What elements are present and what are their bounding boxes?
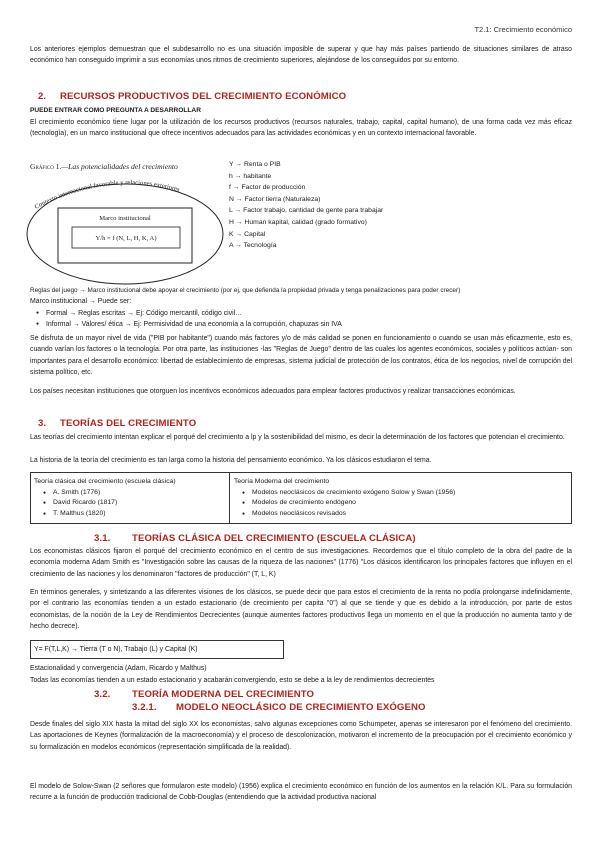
figure-caption: —Las potencialidades del crecimiento [61,162,178,171]
section-3-1-paragraph-4: Todas las economías tienden a un estado estacionario y acabarán convergiendo, esto se debe a la ley de rendimientos decrecientes [30,677,435,684]
figure-legend [229,159,383,252]
marco-list [30,308,572,331]
section-3-paragraph-1: Las teorías del crecimiento intentan explicar el porqué del crecimiento a lp y la sostenibilidad del mismo, es decir la determinación de los factores que potencian el crecimiento. [30,434,565,441]
section-3-2-1-heading [132,702,426,713]
section-3-2-title: TEORÍA MODERNA DEL CRECIMIENTO [132,689,315,700]
section-3-1-heading [94,533,416,544]
intro-paragraph: Los anteriores ejemplos demuestran que el subdesarrollo no es una situación imposible de superar y que hay más países partiendo de situaciones similares de atraso económico han conseguido imprimir a sus economías unos ritmos de crecimiento superiores, alejándose de los conseguidos por su entorno. [30,46,572,65]
figure-label: Gráfico 1. [30,162,62,171]
section-2-title: RECURSOS PRODUCTIVOS DEL CRECIMIENTO ECONÓMICO [60,91,347,102]
theories-table [30,472,572,524]
section-2-number: 2. [38,91,47,102]
legend-item: Y → Renta o PIB [229,161,281,168]
section-3-2-1-title: MODELO NEOCLÁSICO DE CRECIMIENTO EXÓGENO [176,702,426,713]
section-3-2-1-paragraph-1: Desde finales del siglo XIX hasta la mitad del siglo XX los economistas, salvo algunas excepciones como Schumpeter, apenas se interesaron por el fenómeno del crecimiento. Las aportaciones de Keynes (formalización de la macroeconomía) y el proceso de descolonización, motivaron el incremento de la preocupación por el crecimiento económico y su formalización en modelos económicos (representación simplificada de la realidad). [30,721,572,751]
growth-potential-diagram [22,170,228,288]
page-header: T2.1: Crecimiento económico [474,25,572,34]
formula-text: Y/h = f (N, L, H, K, A) [95,235,157,242]
table-cell-title: Teoría Moderna del crecimiento [234,478,330,485]
legend-item: h → habitante [229,172,272,180]
list-item: ● A. Smith (1776) [37,488,229,499]
institutional-frame-label: Marco institucional [99,215,151,222]
section-3-1-paragraph-3: Estacionalidad y convergencia (Adam, Ricardo y Malthus) [30,665,207,672]
legend-item: H → Human kapital, calidad (grado formativo) [229,218,367,226]
list-item: ● Formal → Reglas escritas → Ej: Código mercantil, código civil… [30,308,572,319]
legend-item: f → Factor de producción [229,184,306,192]
list-item: ● Modelos neoclásicos revisados [236,509,570,520]
legend-item: N → Factor tierra (Naturaleza) [229,195,321,203]
section-3-heading [38,418,196,429]
section-2-paragraph: El crecimiento económico tiene lugar por la utilización de los recursos productivos (recursos naturales, trabajo, capital, capital humano), de una forma cada vez más eficaz (tecnología), en un marco institucional que ofrece incentivos adecuados para las actividades económicas y en un contexto internacional favorable. [30,119,572,138]
list-item: ● Modelos neoclásicos de crecimiento exógeno Solow y Swan (1956) [236,488,570,499]
section-3-2-heading [94,689,314,700]
section-3-title: TEORÍAS DEL CRECIMIENTO [60,418,197,429]
legend-item: L → Factor trabajo, cantidad de gente para trabajar [229,207,384,215]
section-3-number: 3. [38,418,47,429]
legend-item: K → Capital [229,230,266,238]
table-cell-modern [230,473,570,523]
table-cell-title: Teoría clásica del crecimiento (escuela clásica) [34,478,176,485]
section-2-heading [38,91,346,102]
exam-note: PUEDE ENTRAR COMO PREGUNTA A DESARROLLAR [30,107,201,114]
list-item: ● Informal → Valores/ ética → Ej: Permisividad de una economía a la corrupción, chapuzas sin IVA [30,319,572,330]
section-3-1-paragraph-1: Los economistas clásicos fijaron el porqué del crecimiento económico en el centro de sus investigaciones. Recordemos que el título completo de la obra del padre de la economía moderna Adam Smith es "Investigación sobre las causas de la riqueza de las naciones" (1776) "Los clásicos identificaron los principales factores que influyen en el crecimiento de las naciones y los denominaron "factores de producción" (T, L, K) [30,548,572,578]
section-3-1-number: 3.1. [94,533,111,544]
section-3-1-paragraph-2: En términos generales, y sintetizando a las diferentes visiones de los clásicos, se puede decir que para estos el crecimiento de la renta no podía prolongarse indefinidamente, por el contrario las economías tienden a un estado estacionario (de crecimiento per capita "0") al que se tiende y que es debido a la introducción, por parte de estos economistas, de la noción de la Ley de Rendimientos Decrecientes (aunque aumentes factores productivos llega un momento en el que la producción no aumenta tanto y de hecho decrece). [30,589,572,630]
rules-line: Reglas del juego → Marco institucional debe apoyar el crecimiento (por ej, que defienda la propiedad privada y tenga penalizaciones para poder crecer) [30,287,461,294]
section-3-1-title: TEORÍAS CLÁSICA DEL CRECIMIENTO (ESCUELA CLÁSICA) [132,533,416,544]
classic-authors-list [31,488,229,520]
table-cell-classic [31,473,230,523]
legend-item: A → Tecnología [229,242,277,250]
section-3-paragraph-2: La historia de la teoría del crecimiento es tan larga como la historia del pensamiento económico. Ya los clásicos estudiaron el tema. [30,457,432,464]
section-3-2-1-paragraph-2: El modelo de Solow-Swan (2 señores que formularon este modelo) (1956) explica el crecimiento económico en función de los aumentos en la relación K/L. Para su formulación recurre a la función de producción tradicional de Cobb-Douglas (entendiendo que la actividad productiva nacional [30,783,572,802]
outer-context-label: Contexto internacional favorable y relaciones exteriores [33,179,181,211]
paragraph-nivel-vida: Se disfruta de un mayor nivel de vida ("PIB por habitante") cuando más factores y/o de más calidad se ponen en funcionamiento o cuando se usan más eficazmente, esto es, cuando varían los factores o la tecnología. Por otra parte, las instituciones -las "Reglas de Juego" dentro de las cuales los agentes económicos, sociales y políticos actúan- son importantes para el desarrollo económico: libertad de establecimiento de empresas, sistema judicial de protección de los contratos, ética de los negocios, nivel de corrupción del sistema político, etc. [30,335,572,376]
section-3-2-1-number: 3.2.1. [132,702,157,713]
list-item: ● T. Malthus (1820) [37,509,229,520]
list-item: ● David Ricardo (1817) [37,498,229,509]
marco-label: Marco institucional → Puede ser: [30,298,132,305]
modern-models-list [230,488,570,520]
paragraph-instituciones: Los países necesitan instituciones que otorguen los incentivos económicos adecuados para emplear factores productivos y realizar transacciones económicas. [30,388,516,395]
production-function-box: Y= F(T,L,K) → Tierra (T o N), Trabajo (L) y Capital (K) [30,640,284,659]
list-item: ● Modelos de crecimiento endógeno [236,498,570,509]
section-3-2-number: 3.2. [94,689,111,700]
